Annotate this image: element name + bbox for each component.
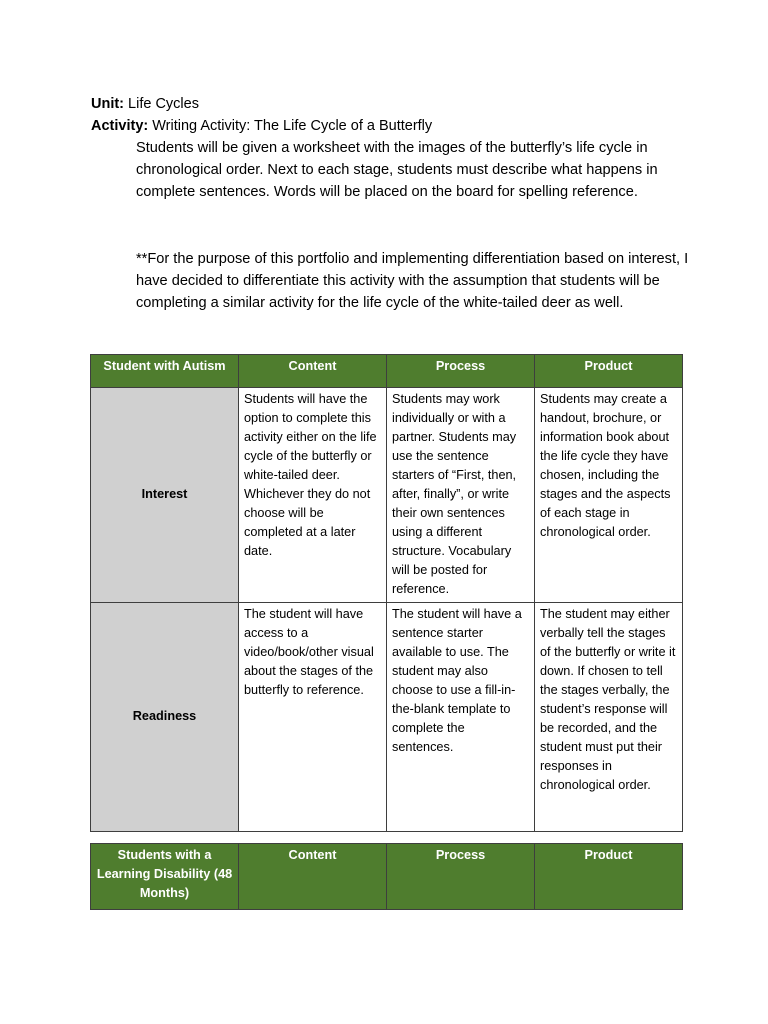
interest-product-cell: Students may create a handout, brochure, or information book about the life cycle they have chosen, including the stages and the aspects of each stage in chronological order.	[535, 388, 683, 603]
activity-label: Activity:	[91, 118, 149, 134]
differentiation-note: **For the purpose of this portfolio and implementing differentiation based on interest, I have decided to differentiate this activity with the assumption that students will be completing a similar activity for the life cycle of the white-tailed deer as well.	[136, 251, 689, 312]
readiness-content-cell: The student will have access to a video/book/other visual about the stages of the butterfly to reference.	[239, 603, 387, 832]
readiness-process-cell: The student will have a sentence starter available to use. The student may also choose to use a fill-in-the-blank template to complete the sentences.	[387, 603, 535, 832]
column-header-student-group: Student with Autism	[91, 355, 239, 388]
intro-paragraph: Students will be given a worksheet with the images of the butterfly’s life cycle in chronological order. Next to each stage, students must describe what happens in complete sentences. Words will be placed on the board for spelling reference.	[136, 140, 658, 201]
table-row-interest	[91, 388, 683, 603]
table-row-readiness	[91, 603, 683, 832]
column-header-content: Content	[239, 844, 387, 910]
unit-line	[91, 93, 199, 115]
column-header-process: Process	[387, 844, 535, 910]
activity-line	[91, 115, 432, 137]
table-header-row	[91, 355, 683, 388]
activity-value: Writing Activity: The Life Cycle of a Butterfly	[152, 118, 433, 134]
row-label-interest: Interest	[91, 388, 239, 603]
interest-process-cell: Students may work individually or with a partner. Students may use the sentence starters of “First, then, after, finally”, or write their own sentences using a different structure. Vocabulary will be posted for reference.	[387, 388, 535, 603]
autism-differentiation-table	[90, 354, 683, 832]
unit-label: Unit:	[91, 96, 125, 112]
column-header-student-group: Students with a Learning Disability (48 Months)	[91, 844, 239, 910]
column-header-content: Content	[239, 355, 387, 388]
column-header-product: Product	[535, 844, 683, 910]
learning-disability-table	[90, 843, 683, 910]
unit-value: Life Cycles	[128, 96, 199, 112]
table-header-row	[91, 844, 683, 910]
column-header-product: Product	[535, 355, 683, 388]
interest-content-cell: Students will have the option to complete this activity either on the life cycle of the butterfly or white-tailed deer. Whichever they do not choose will be completed at a later date.	[239, 388, 387, 603]
row-label-readiness: Readiness	[91, 603, 239, 832]
column-header-process: Process	[387, 355, 535, 388]
readiness-product-cell: The student may either verbally tell the stages of the butterfly or write it down. If chosen to tell the stages verbally, the student’s response will be recorded, and the student must put their responses in chronological order.	[535, 603, 683, 832]
